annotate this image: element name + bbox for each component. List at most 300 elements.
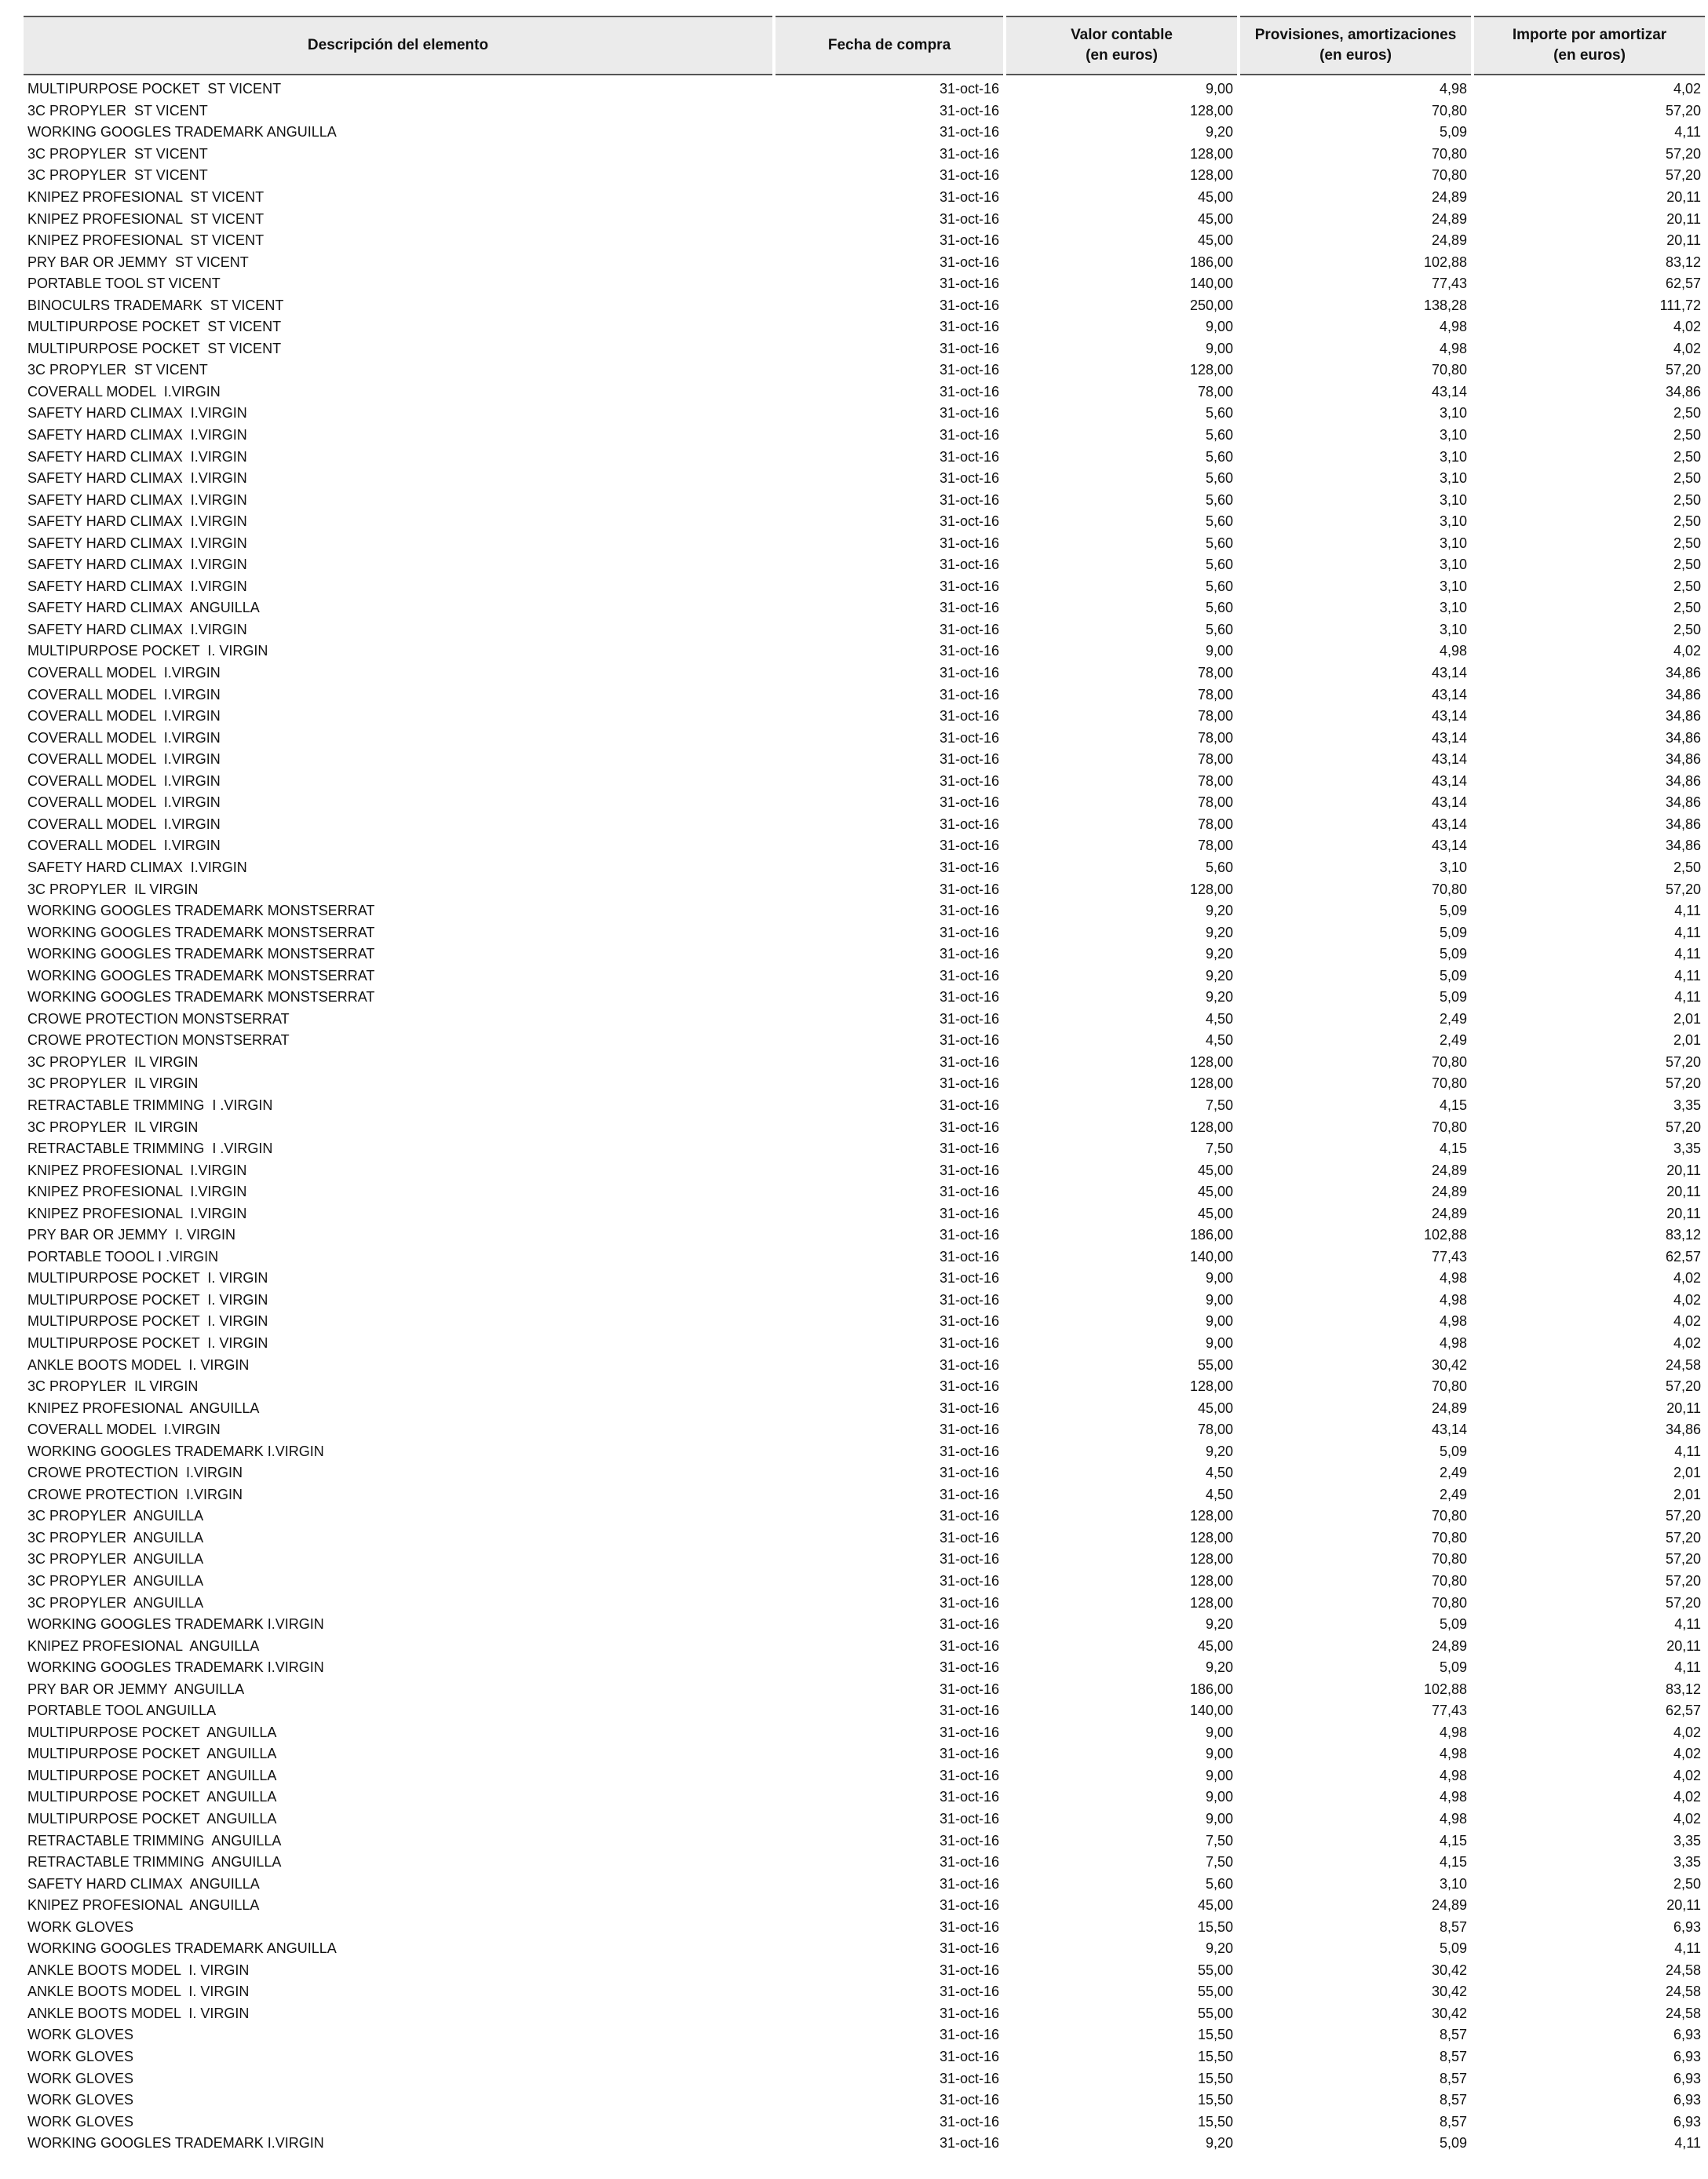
- cell-description: WORK GLOVES: [27, 2049, 134, 2065]
- cell-provisions: 70,80: [1431, 1075, 1467, 1092]
- cell-purchase-date: 31-oct-16: [939, 232, 999, 249]
- cell-description: SAFETY HARD CLIMAX I.VIRGIN: [27, 557, 247, 573]
- cell-remaining: 20,11: [1666, 210, 1701, 227]
- cell-remaining: 57,20: [1665, 881, 1701, 897]
- cell-provisions: 5,09: [1439, 1616, 1467, 1633]
- cell-provisions: 5,09: [1439, 1443, 1467, 1459]
- cell-book-value: 78,00: [1197, 383, 1233, 400]
- cell-remaining: 2,50: [1673, 1875, 1701, 1892]
- table-row: [24, 727, 1705, 749]
- table-row: [24, 1181, 1705, 1203]
- cell-provisions: 70,80: [1431, 1119, 1467, 1135]
- cell-description: RETRACTABLE TRIMMING ANGUILLA: [27, 1854, 282, 1871]
- cell-provisions: 8,57: [1439, 2070, 1467, 2086]
- cell-remaining: 34,86: [1665, 665, 1701, 681]
- table-row: [24, 1397, 1705, 1419]
- table-row: [24, 1549, 1705, 1571]
- cell-book-value: 5,60: [1205, 405, 1233, 422]
- cell-description: COVERALL MODEL I.VIRGIN: [27, 772, 221, 789]
- cell-book-value: 55,00: [1197, 1962, 1233, 1978]
- table-header: [24, 16, 1705, 75]
- cell-provisions: 4,98: [1439, 1313, 1467, 1330]
- cell-book-value: 78,00: [1197, 838, 1233, 854]
- table-row: [24, 835, 1705, 857]
- cell-book-value: 55,00: [1197, 1356, 1233, 1373]
- table-row: [24, 1419, 1705, 1441]
- table-row: [24, 1073, 1705, 1095]
- cell-purchase-date: 31-oct-16: [939, 145, 999, 162]
- table-row: [24, 316, 1705, 338]
- cell-remaining: 4,11: [1674, 1659, 1701, 1676]
- cell-book-value: 186,00: [1189, 1227, 1233, 1243]
- cell-purchase-date: 31-oct-16: [939, 1486, 999, 1502]
- table-row: [24, 122, 1705, 144]
- cell-provisions: 5,09: [1439, 967, 1467, 984]
- cell-book-value: 128,00: [1189, 102, 1233, 119]
- cell-remaining: 34,86: [1665, 686, 1701, 703]
- cell-description: 3C PROPYLER ANGUILLA: [27, 1508, 204, 1524]
- cell-provisions: 2,49: [1439, 1010, 1467, 1027]
- table-row: [24, 1354, 1705, 1376]
- cell-description: MULTIPURPOSE POCKET I. VIRGIN: [27, 1334, 268, 1351]
- cell-purchase-date: 31-oct-16: [939, 838, 999, 854]
- cell-description: 3C PROPYLER ST VICENT: [27, 362, 208, 378]
- table-row: [24, 900, 1705, 922]
- cell-provisions: 43,14: [1431, 772, 1467, 789]
- cell-book-value: 4,50: [1205, 1032, 1233, 1049]
- cell-description: 3C PROPYLER ANGUILLA: [27, 1529, 204, 1546]
- table-row: [24, 489, 1705, 511]
- cell-provisions: 5,09: [1439, 903, 1467, 919]
- table-row: [24, 1873, 1705, 1895]
- cell-provisions: 4,98: [1439, 1811, 1467, 1827]
- cell-provisions: 70,80: [1431, 145, 1467, 162]
- cell-provisions: 30,42: [1431, 1962, 1467, 1978]
- cell-book-value: 4,50: [1205, 1465, 1233, 1481]
- cell-book-value: 78,00: [1197, 772, 1233, 789]
- cell-provisions: 24,89: [1431, 189, 1467, 205]
- cell-remaining: 24,58: [1665, 1984, 1701, 2000]
- table-row: [24, 1722, 1705, 1744]
- cell-remaining: 34,86: [1665, 816, 1701, 832]
- cell-description: SAFETY HARD CLIMAX I.VIRGIN: [27, 448, 247, 465]
- cell-purchase-date: 31-oct-16: [939, 81, 999, 97]
- cell-remaining: 57,20: [1665, 362, 1701, 378]
- cell-remaining: 34,86: [1665, 383, 1701, 400]
- cell-remaining: 20,11: [1666, 1637, 1701, 1654]
- cell-description: WORKING GOOGLES TRADEMARK I.VIRGIN: [27, 1443, 324, 1459]
- cell-remaining: 2,50: [1673, 859, 1701, 875]
- cell-purchase-date: 31-oct-16: [939, 881, 999, 897]
- cell-purchase-date: 31-oct-16: [939, 2049, 999, 2065]
- cell-remaining: 4,11: [1674, 1616, 1701, 1633]
- table-row: [24, 641, 1705, 662]
- cell-description: 3C PROPYLER ST VICENT: [27, 167, 208, 184]
- cell-provisions: 70,80: [1431, 881, 1467, 897]
- cell-book-value: 4,50: [1205, 1486, 1233, 1502]
- cell-description: COVERALL MODEL I.VIRGIN: [27, 1422, 221, 1438]
- cell-book-value: 128,00: [1189, 1053, 1233, 1070]
- cell-provisions: 70,80: [1431, 1573, 1467, 1589]
- cell-purchase-date: 31-oct-16: [939, 1119, 999, 1135]
- cell-description: MULTIPURPOSE POCKET ANGUILLA: [27, 1746, 277, 1762]
- asset-table: [20, 16, 1708, 2155]
- cell-purchase-date: 31-oct-16: [939, 513, 999, 530]
- cell-provisions: 3,10: [1439, 859, 1467, 875]
- cell-remaining: 4,02: [1673, 1724, 1701, 1740]
- cell-provisions: 70,80: [1431, 1529, 1467, 1546]
- cell-remaining: 3,35: [1673, 1854, 1701, 1871]
- cell-remaining: 3,35: [1673, 1832, 1701, 1849]
- cell-purchase-date: 31-oct-16: [939, 1594, 999, 1611]
- table-row: [24, 1592, 1705, 1614]
- cell-description: MULTIPURPOSE POCKET ST VICENT: [27, 81, 282, 97]
- table-row: [24, 597, 1705, 619]
- cell-description: COVERALL MODEL I.VIRGIN: [27, 686, 221, 703]
- cell-provisions: 24,89: [1431, 1205, 1467, 1221]
- table-row: [24, 1571, 1705, 1593]
- cell-description: PORTABLE TOOL ST VICENT: [27, 276, 221, 292]
- cell-provisions: 5,09: [1439, 946, 1467, 962]
- cell-book-value: 9,00: [1205, 1291, 1233, 1308]
- cell-remaining: 4,11: [1674, 903, 1701, 919]
- table-row: [24, 792, 1705, 814]
- cell-purchase-date: 31-oct-16: [939, 1465, 999, 1481]
- cell-book-value: 186,00: [1189, 254, 1233, 270]
- header-provisions: [1240, 16, 1471, 75]
- cell-provisions: 3,10: [1439, 578, 1467, 594]
- table-row: [24, 987, 1705, 1009]
- cell-description: ANKLE BOOTS MODEL I. VIRGIN: [27, 2005, 250, 2021]
- cell-purchase-date: 31-oct-16: [939, 2135, 999, 2152]
- cell-purchase-date: 31-oct-16: [939, 1443, 999, 1459]
- cell-provisions: 4,98: [1439, 1746, 1467, 1762]
- cell-remaining: 2,50: [1673, 491, 1701, 508]
- table-row: [24, 1138, 1705, 1160]
- cell-description: PRY BAR OR JEMMY ANGUILLA: [27, 1681, 245, 1697]
- table-row: [24, 1700, 1705, 1722]
- cell-remaining: 20,11: [1666, 1162, 1701, 1178]
- cell-purchase-date: 31-oct-16: [939, 816, 999, 832]
- cell-remaining: 4,02: [1673, 1767, 1701, 1783]
- cell-remaining: 4,02: [1673, 1291, 1701, 1308]
- cell-provisions: 70,80: [1431, 167, 1467, 184]
- cell-description: PORTABLE TOOL ANGUILLA: [27, 1703, 217, 1719]
- cell-purchase-date: 31-oct-16: [939, 1789, 999, 1805]
- table-row: [24, 1830, 1705, 1852]
- cell-description: ANKLE BOOTS MODEL I. VIRGIN: [27, 1962, 250, 1978]
- cell-provisions: 30,42: [1431, 1356, 1467, 1373]
- cell-provisions: 4,15: [1439, 1141, 1467, 1157]
- cell-provisions: 70,80: [1431, 1378, 1467, 1395]
- cell-provisions: 4,98: [1439, 1789, 1467, 1805]
- cell-provisions: 4,98: [1439, 319, 1467, 335]
- cell-description: WORK GLOVES: [27, 2113, 134, 2130]
- cell-description: CROWE PROTECTION I.VIRGIN: [27, 1465, 243, 1481]
- cell-provisions: 43,14: [1431, 383, 1467, 400]
- cell-description: KNIPEZ PROFESIONAL I.VIRGIN: [27, 1205, 247, 1221]
- table-row: [24, 187, 1705, 209]
- cell-description: COVERALL MODEL I.VIRGIN: [27, 665, 221, 681]
- cell-purchase-date: 31-oct-16: [939, 1940, 999, 1957]
- cell-book-value: 128,00: [1189, 1119, 1233, 1135]
- cell-purchase-date: 31-oct-16: [939, 1141, 999, 1157]
- cell-provisions: 77,43: [1431, 276, 1467, 292]
- cell-description: RETRACTABLE TRIMMING ANGUILLA: [27, 1832, 282, 1849]
- table-row: [24, 1852, 1705, 1874]
- table-row: [24, 1225, 1705, 1246]
- cell-purchase-date: 31-oct-16: [939, 1724, 999, 1740]
- table-row: [24, 706, 1705, 728]
- cell-book-value: 9,00: [1205, 1334, 1233, 1351]
- cell-purchase-date: 31-oct-16: [939, 1184, 999, 1200]
- table-row: [24, 403, 1705, 425]
- cell-purchase-date: 31-oct-16: [939, 1378, 999, 1395]
- table-row: [24, 532, 1705, 554]
- cell-remaining: 4,11: [1674, 989, 1701, 1006]
- cell-purchase-date: 31-oct-16: [939, 708, 999, 725]
- table-row: [24, 857, 1705, 879]
- cell-provisions: 3,10: [1439, 448, 1467, 465]
- cell-book-value: 9,00: [1205, 81, 1233, 97]
- cell-book-value: 140,00: [1189, 1248, 1233, 1265]
- cell-remaining: 24,58: [1665, 2005, 1701, 2021]
- cell-purchase-date: 31-oct-16: [939, 1205, 999, 1221]
- cell-book-value: 15,50: [1197, 2049, 1233, 2065]
- header-provisions-label: Provisiones, amortizaciones: [1254, 27, 1457, 43]
- table-row: [24, 468, 1705, 490]
- cell-remaining: 4,11: [1674, 1940, 1701, 1957]
- cell-remaining: 6,93: [1673, 2027, 1701, 2043]
- cell-book-value: 9,00: [1205, 1313, 1233, 1330]
- table-row: [24, 814, 1705, 836]
- cell-book-value: 5,60: [1205, 1875, 1233, 1892]
- cell-remaining: 34,86: [1665, 772, 1701, 789]
- cell-description: KNIPEZ PROFESIONAL ST VICENT: [27, 232, 265, 249]
- cell-purchase-date: 31-oct-16: [939, 1529, 999, 1546]
- cell-purchase-date: 31-oct-16: [939, 535, 999, 551]
- cell-description: SAFETY HARD CLIMAX ANGUILLA: [27, 600, 260, 616]
- cell-description: COVERALL MODEL I.VIRGIN: [27, 838, 221, 854]
- cell-description: 3C PROPYLER ANGUILLA: [27, 1594, 204, 1611]
- cell-remaining: 6,93: [1673, 1918, 1701, 1935]
- table-row: [24, 511, 1705, 533]
- cell-description: RETRACTABLE TRIMMING I .VIRGIN: [27, 1097, 273, 1113]
- cell-provisions: 5,09: [1439, 989, 1467, 1006]
- cell-remaining: 4,11: [1674, 946, 1701, 962]
- cell-description: MULTIPURPOSE POCKET I. VIRGIN: [27, 1270, 268, 1287]
- table-row: [24, 944, 1705, 965]
- cell-description: WORKING GOOGLES TRADEMARK I.VIRGIN: [27, 2135, 324, 2152]
- cell-provisions: 102,88: [1423, 1681, 1467, 1697]
- cell-description: MULTIPURPOSE POCKET ANGUILLA: [27, 1789, 277, 1805]
- cell-purchase-date: 31-oct-16: [939, 491, 999, 508]
- cell-book-value: 55,00: [1197, 2005, 1233, 2021]
- cell-provisions: 3,10: [1439, 427, 1467, 443]
- cell-provisions: 43,14: [1431, 751, 1467, 768]
- table-row: [24, 554, 1705, 576]
- table-row: [24, 1657, 1705, 1679]
- cell-book-value: 128,00: [1189, 881, 1233, 897]
- cell-provisions: 4,15: [1439, 1097, 1467, 1113]
- cell-book-value: 5,60: [1205, 578, 1233, 594]
- cell-book-value: 45,00: [1197, 1637, 1233, 1654]
- cell-book-value: 5,60: [1205, 470, 1233, 487]
- cell-book-value: 128,00: [1189, 1573, 1233, 1589]
- cell-book-value: 78,00: [1197, 794, 1233, 811]
- cell-purchase-date: 31-oct-16: [939, 210, 999, 227]
- cell-book-value: 128,00: [1189, 1075, 1233, 1092]
- cell-remaining: 4,02: [1673, 1789, 1701, 1805]
- cell-description: 3C PROPYLER IL VIRGIN: [27, 1119, 199, 1135]
- cell-remaining: 2,50: [1673, 578, 1701, 594]
- cell-description: KNIPEZ PROFESIONAL ANGUILLA: [27, 1637, 260, 1654]
- cell-description: SAFETY HARD CLIMAX I.VIRGIN: [27, 513, 247, 530]
- cell-remaining: 4,11: [1674, 1443, 1701, 1459]
- cell-remaining: 83,12: [1665, 1681, 1701, 1697]
- cell-provisions: 43,14: [1431, 665, 1467, 681]
- cell-purchase-date: 31-oct-16: [939, 1400, 999, 1416]
- cell-description: CROWE PROTECTION MONSTSERRAT: [27, 1010, 290, 1027]
- cell-description: SAFETY HARD CLIMAX I.VIRGIN: [27, 621, 247, 637]
- cell-provisions: 3,10: [1439, 513, 1467, 530]
- cell-provisions: 43,14: [1431, 838, 1467, 854]
- cell-provisions: 8,57: [1439, 2092, 1467, 2108]
- cell-description: KNIPEZ PROFESIONAL ST VICENT: [27, 189, 265, 205]
- cell-provisions: 5,09: [1439, 924, 1467, 940]
- cell-purchase-date: 31-oct-16: [939, 1746, 999, 1762]
- cell-book-value: 186,00: [1189, 1681, 1233, 1697]
- cell-remaining: 20,11: [1666, 232, 1701, 249]
- cell-remaining: 20,11: [1666, 189, 1701, 205]
- table-row: [24, 1376, 1705, 1398]
- cell-description: SAFETY HARD CLIMAX I.VIRGIN: [27, 470, 247, 487]
- cell-provisions: 102,88: [1423, 1227, 1467, 1243]
- cell-remaining: 2,50: [1673, 470, 1701, 487]
- cell-provisions: 5,09: [1439, 2135, 1467, 2152]
- cell-provisions: 8,57: [1439, 2049, 1467, 2065]
- cell-description: CROWE PROTECTION MONSTSERRAT: [27, 1032, 290, 1049]
- cell-remaining: 2,01: [1673, 1486, 1701, 1502]
- cell-book-value: 9,20: [1205, 989, 1233, 1006]
- cell-remaining: 4,11: [1674, 924, 1701, 940]
- cell-provisions: 4,98: [1439, 643, 1467, 659]
- table-row: [24, 1311, 1705, 1333]
- cell-purchase-date: 31-oct-16: [939, 1703, 999, 1719]
- cell-purchase-date: 31-oct-16: [939, 1681, 999, 1697]
- cell-book-value: 128,00: [1189, 1529, 1233, 1546]
- cell-book-value: 45,00: [1197, 189, 1233, 205]
- cell-book-value: 45,00: [1197, 210, 1233, 227]
- table-row: [24, 1290, 1705, 1312]
- cell-remaining: 2,01: [1673, 1010, 1701, 1027]
- cell-book-value: 9,20: [1205, 1659, 1233, 1676]
- cell-purchase-date: 31-oct-16: [939, 1334, 999, 1351]
- cell-description: 3C PROPYLER IL VIRGIN: [27, 881, 199, 897]
- cell-provisions: 4,98: [1439, 81, 1467, 97]
- table-row: [24, 381, 1705, 403]
- cell-description: WORK GLOVES: [27, 2092, 134, 2108]
- cell-description: PORTABLE TOOOL I .VIRGIN: [27, 1248, 219, 1265]
- table-row: [24, 2046, 1705, 2068]
- table-row: [24, 1030, 1705, 1052]
- table-row: [24, 1159, 1705, 1181]
- cell-remaining: 34,86: [1665, 751, 1701, 768]
- cell-description: PRY BAR OR JEMMY ST VICENT: [27, 254, 249, 270]
- cell-provisions: 102,88: [1423, 254, 1467, 270]
- cell-book-value: 9,20: [1205, 967, 1233, 984]
- table-row: [24, 1333, 1705, 1355]
- cell-remaining: 57,20: [1665, 1573, 1701, 1589]
- cell-book-value: 45,00: [1197, 1184, 1233, 1200]
- table-row: [24, 2133, 1705, 2155]
- cell-provisions: 30,42: [1431, 2005, 1467, 2021]
- table-row: [24, 425, 1705, 447]
- table-row: [24, 1981, 1705, 2003]
- cell-book-value: 128,00: [1189, 1594, 1233, 1611]
- cell-description: SAFETY HARD CLIMAX I.VIRGIN: [27, 405, 247, 422]
- cell-description: COVERALL MODEL I.VIRGIN: [27, 383, 221, 400]
- cell-book-value: 45,00: [1197, 1400, 1233, 1416]
- cell-purchase-date: 31-oct-16: [939, 1659, 999, 1676]
- cell-book-value: 9,20: [1205, 2135, 1233, 2152]
- cell-book-value: 45,00: [1197, 1162, 1233, 1178]
- cell-remaining: 57,20: [1665, 167, 1701, 184]
- cell-provisions: 8,57: [1439, 1918, 1467, 1935]
- table-row: [24, 1116, 1705, 1138]
- cell-description: MULTIPURPOSE POCKET I. VIRGIN: [27, 1291, 268, 1308]
- cell-remaining: 4,11: [1674, 967, 1701, 984]
- header-book-value: [1006, 16, 1237, 75]
- table-row: [24, 1916, 1705, 1938]
- table-row: [24, 2068, 1705, 2090]
- cell-book-value: 78,00: [1197, 665, 1233, 681]
- cell-description: SAFETY HARD CLIMAX ANGUILLA: [27, 1875, 260, 1892]
- cell-remaining: 34,86: [1665, 838, 1701, 854]
- cell-purchase-date: 31-oct-16: [939, 1616, 999, 1633]
- cell-provisions: 24,89: [1431, 232, 1467, 249]
- cell-remaining: 3,35: [1673, 1141, 1701, 1157]
- table-row: [24, 1203, 1705, 1225]
- cell-book-value: 5,60: [1205, 621, 1233, 637]
- table-body: [24, 75, 1705, 2155]
- table-row: [24, 446, 1705, 468]
- cell-description: COVERALL MODEL I.VIRGIN: [27, 751, 221, 768]
- cell-description: WORK GLOVES: [27, 1918, 134, 1935]
- cell-provisions: 3,10: [1439, 491, 1467, 508]
- cell-provisions: 3,10: [1439, 600, 1467, 616]
- cell-purchase-date: 31-oct-16: [939, 665, 999, 681]
- cell-provisions: 43,14: [1431, 816, 1467, 832]
- cell-book-value: 45,00: [1197, 1205, 1233, 1221]
- cell-book-value: 5,60: [1205, 557, 1233, 573]
- cell-provisions: 4,98: [1439, 1767, 1467, 1783]
- cell-book-value: 9,20: [1205, 1940, 1233, 1957]
- cell-book-value: 5,60: [1205, 535, 1233, 551]
- cell-description: KNIPEZ PROFESIONAL I.VIRGIN: [27, 1184, 247, 1200]
- cell-book-value: 5,60: [1205, 491, 1233, 508]
- cell-book-value: 128,00: [1189, 1551, 1233, 1568]
- cell-book-value: 128,00: [1189, 1508, 1233, 1524]
- cell-book-value: 78,00: [1197, 729, 1233, 746]
- cell-provisions: 70,80: [1431, 1508, 1467, 1524]
- cell-provisions: 2,49: [1439, 1486, 1467, 1502]
- table-row: [24, 144, 1705, 166]
- cell-book-value: 9,00: [1205, 1767, 1233, 1783]
- cell-provisions: 24,89: [1431, 1162, 1467, 1178]
- header-description: [24, 16, 772, 75]
- cell-book-value: 128,00: [1189, 167, 1233, 184]
